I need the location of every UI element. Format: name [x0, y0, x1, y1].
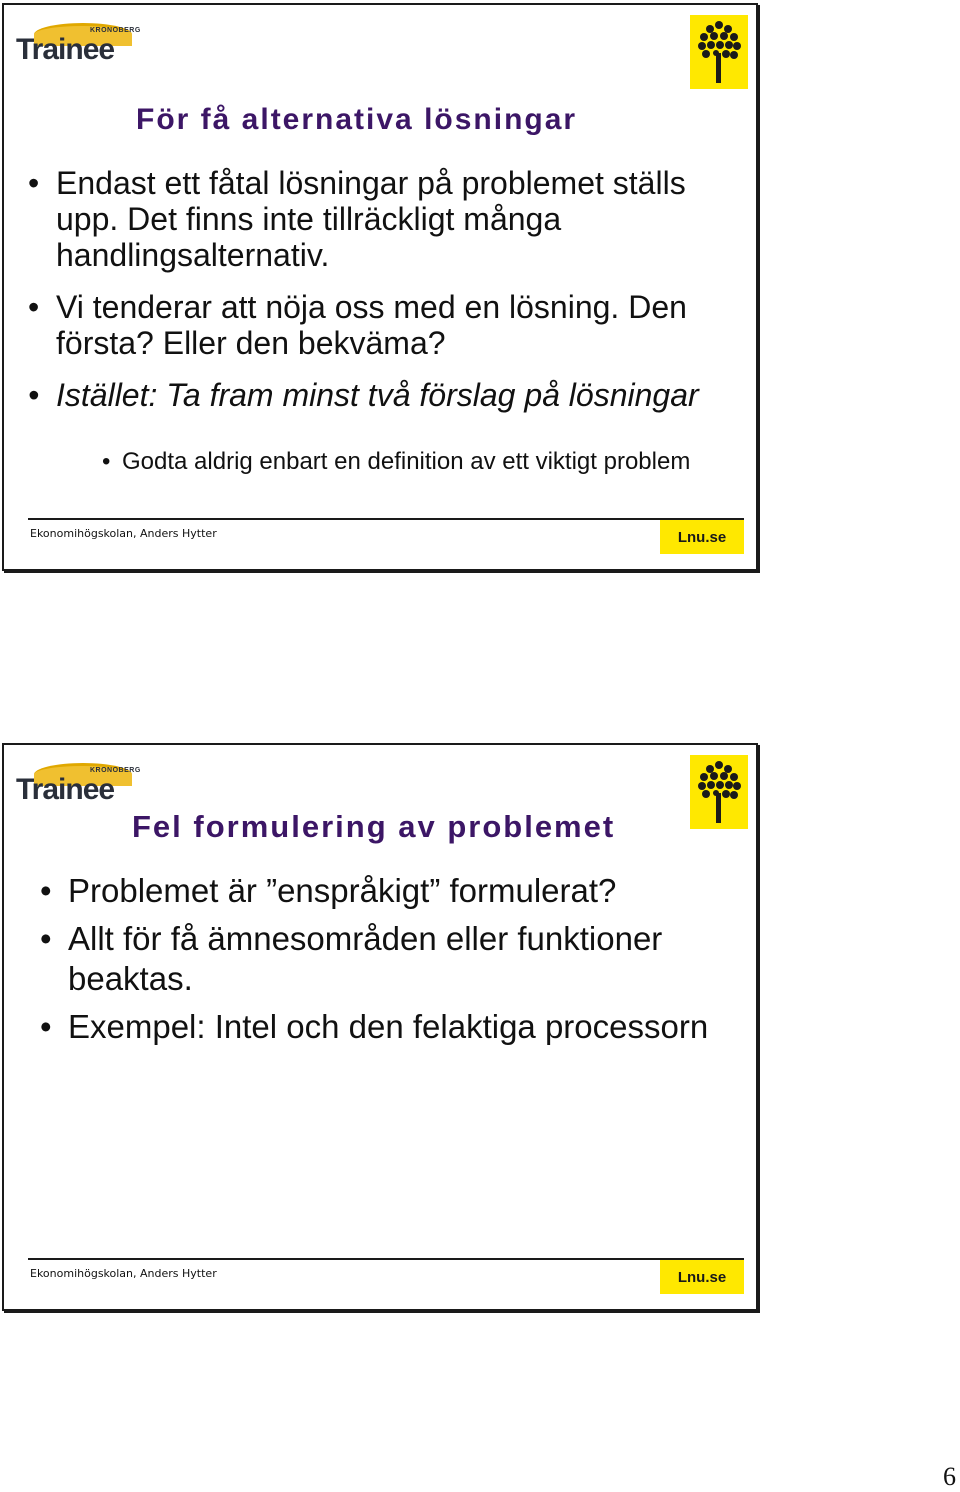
list-item: • Istället: Ta fram minst två förslag på lösningar	[56, 377, 746, 413]
bullet-list	[68, 871, 738, 1055]
lnu-badge: Lnu.se	[660, 520, 744, 554]
list-item: • Godta aldrig enbart en definition av ett viktigt problem	[122, 448, 742, 476]
footer-divider	[28, 518, 744, 520]
tree-icon	[690, 755, 748, 829]
logo-subtext: KRONOBERG	[90, 767, 141, 774]
list-item: • Exempel: Intel och den felaktiga processorn	[68, 1007, 738, 1047]
trainee-kronoberg-logo	[16, 21, 140, 67]
list-item: • Endast ett fåtal lösningar på problemet ställs upp. Det finns inte tillräckligt många handlingsalternativ.	[56, 165, 746, 273]
lnu-badge: Lnu.se	[660, 1260, 744, 1294]
trainee-kronoberg-logo	[16, 761, 140, 807]
list-item: • Vi tenderar att nöja oss med en lösning. Den första? Eller den bekväma?	[56, 289, 746, 361]
slide-title: Fel formulering av problemet	[132, 809, 616, 844]
list-item: • Allt för få ämnesområden eller funktioner beaktas.	[68, 919, 738, 999]
sub-bullet-list	[122, 448, 742, 476]
footer-divider	[28, 1258, 744, 1260]
footer-text: Ekonomihögskolan, Anders Hytter	[30, 527, 217, 540]
slide-2	[2, 743, 758, 1311]
page-number: 6	[943, 1462, 956, 1491]
tree-icon	[690, 15, 748, 89]
bullet-list	[56, 165, 746, 429]
slide-title: För få alternativa lösningar	[136, 103, 578, 136]
footer-text: Ekonomihögskolan, Anders Hytter	[30, 1267, 217, 1280]
logo-text: Trainee	[16, 33, 115, 66]
slide-1	[2, 3, 758, 571]
logo-text: Trainee	[16, 773, 115, 806]
list-item: • Problemet är ”enspråkigt” formulerat?	[68, 871, 738, 911]
logo-subtext: KRONOBERG	[90, 27, 141, 34]
